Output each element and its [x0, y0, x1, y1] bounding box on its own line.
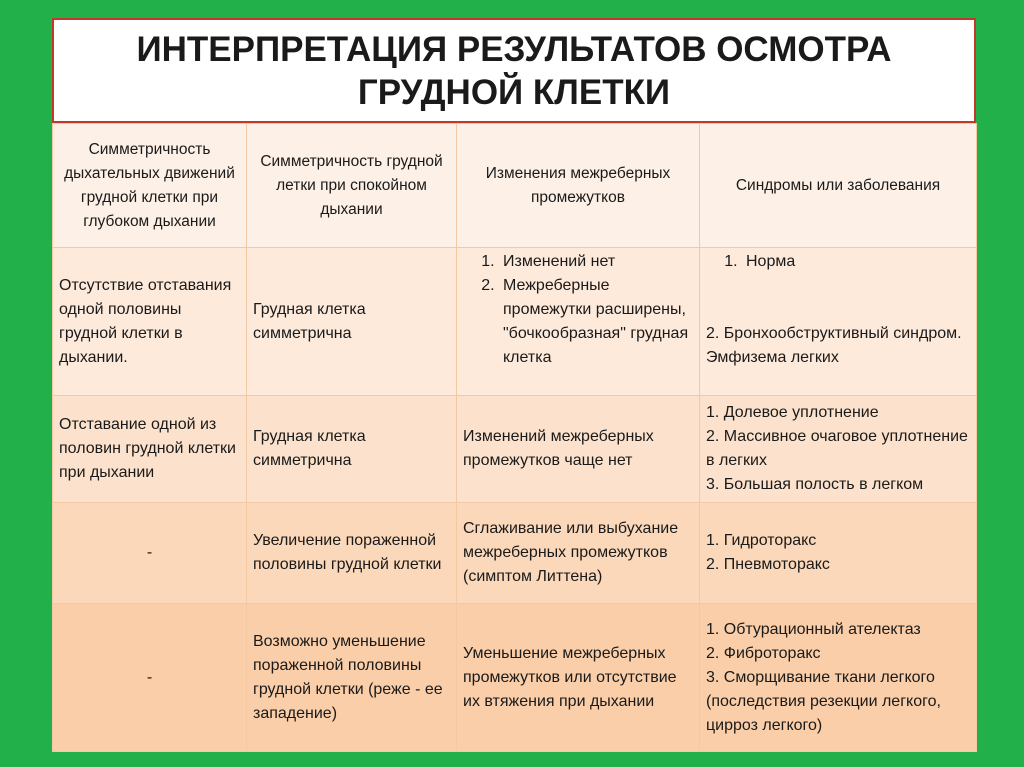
list-item: 3. Сморщивание ткани легкого (последствия резекции легкого, цирроз легкого): [706, 668, 941, 734]
table-row: [53, 396, 977, 503]
row3-col3: Сглаживание или выбухание межреберных промежутков (симптом Литтена): [457, 503, 700, 604]
row3-col1: -: [53, 503, 247, 604]
row2-col1: Отставание одной из половин грудной клетки при дыхании: [53, 396, 247, 503]
header-syndromes: Синдромы или заболевания: [700, 124, 977, 248]
row1-col3: [457, 248, 700, 396]
list-item: 2. Фиброторакс: [706, 644, 821, 662]
row1-col2: Грудная клетка симметрична: [247, 248, 457, 396]
list-item: 1. Изменений нет: [499, 250, 693, 274]
row4-col1: -: [53, 604, 247, 752]
row4-col3: Уменьшение межреберных промежутков или отсутствие их втяжения при дыхании: [457, 604, 700, 752]
header-intercostal: Изменения межреберных промежутков: [457, 124, 700, 248]
list-item: 1. Долевое уплотнение: [706, 404, 879, 421]
list-item: 1. Норма: [742, 250, 970, 274]
row1-col4-list: [706, 250, 970, 274]
table-row: [53, 503, 977, 604]
list-item: 2. Пневмоторакс: [706, 556, 830, 573]
list-item: 2. Межреберные промежутки расширены, "бочкообразная" грудная клетка: [499, 274, 693, 370]
list-item: 3. Большая полость в легком: [706, 476, 924, 493]
row3-col2: Увеличение пораженной половины грудной клетки: [247, 503, 457, 604]
list-item: 2. Массивное очаговое уплотнение в легких: [706, 428, 968, 469]
spacer: [706, 274, 970, 322]
row2-col3: Изменений межреберных промежутков чаще нет: [457, 396, 700, 503]
slide-title: ИНТЕРПРЕТАЦИЯ РЕЗУЛЬТАТОВ ОСМОТРА ГРУДНОЙ КЛЕТКИ: [136, 29, 892, 112]
row4-col4: [700, 604, 977, 752]
list-item: 1. Обтурационный ателектаз: [706, 620, 921, 638]
row1-col4-second: 2. Бронхообструктивный синдром. Эмфизема легких: [706, 325, 962, 366]
list-item: 1. Гидроторакс: [706, 532, 817, 549]
row2-col2: Грудная клетка симметрична: [247, 396, 457, 503]
header-deep-breathing: Симметричность дыхательных движений грудной клетки при глубоком дыхании: [53, 124, 247, 248]
title-box: [52, 18, 976, 123]
row1-col3-list: [463, 250, 693, 370]
row1-col1: Отсутствие отставания одной половины грудной клетки в дыхании.: [53, 248, 247, 396]
header-calm-breathing: Симметричность грудной летки при спокойном дыхании: [247, 124, 457, 248]
row4-col2: Возможно уменьшение пораженной половины грудной клетки (реже - ее западение): [247, 604, 457, 752]
row2-col4: [700, 396, 977, 503]
interpretation-table: [52, 123, 977, 752]
row3-col4: [700, 503, 977, 604]
table-header-row: [53, 124, 977, 248]
table-row: [53, 248, 977, 396]
row1-col4: [700, 248, 977, 396]
table-row: [53, 604, 977, 752]
